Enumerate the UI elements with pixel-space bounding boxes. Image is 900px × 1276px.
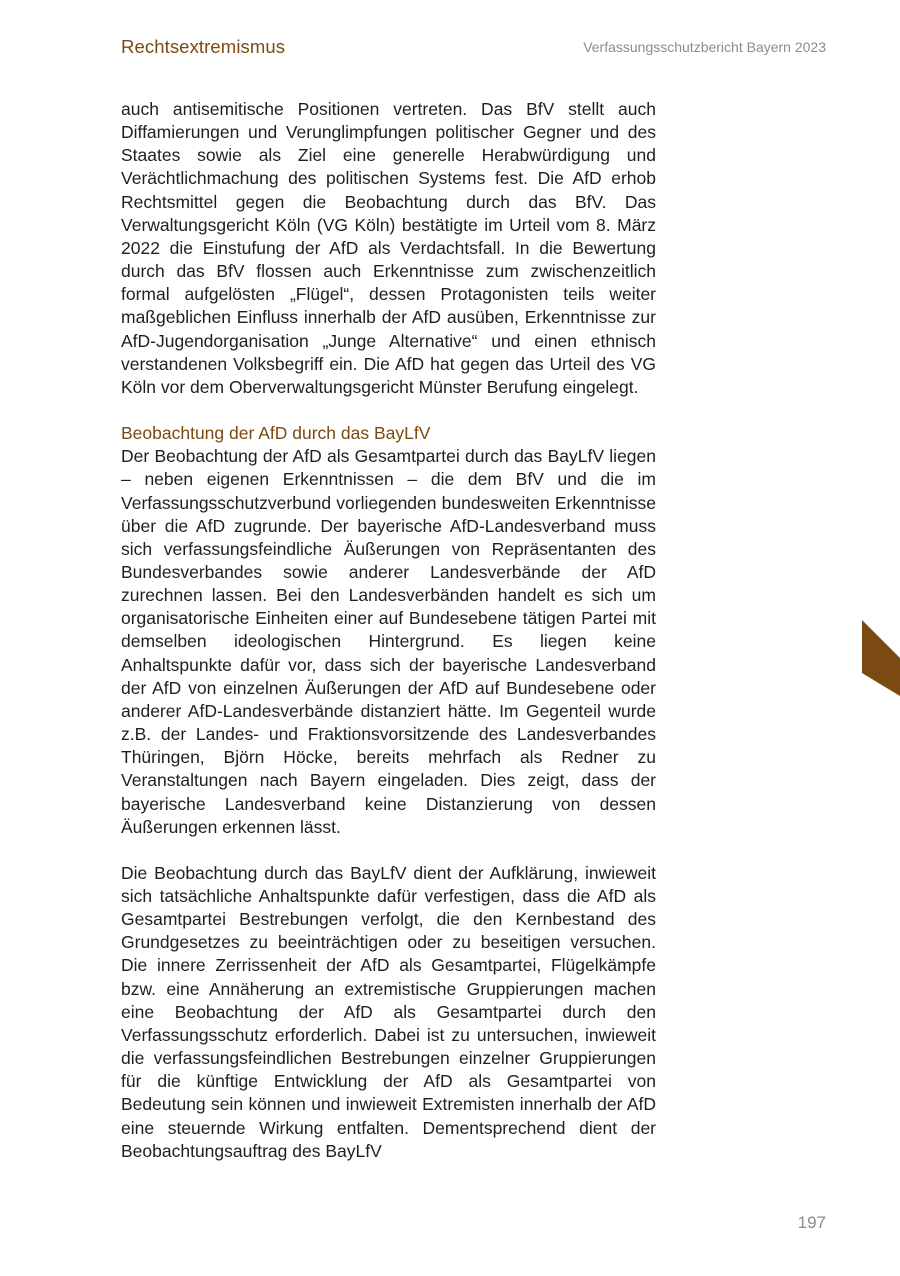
paragraph-spacer xyxy=(121,839,656,862)
paragraph-spacer xyxy=(121,399,656,422)
main-text xyxy=(121,98,656,1163)
page-number: 197 xyxy=(797,1213,826,1232)
body-paragraph-3: Die Beobachtung durch das BayLfV dient der Aufklärung, inwieweit sich tatsächliche Anhaltspunkte dafür verfestigen, dass die AfD als Gesamtpartei Bestrebungen verfolgt, die den Kernbestand des Grundgesetzes zu beeinträchtigen oder zu beseitigen versuchen. Die innere Zerrissenheit der AfD als Gesamtpartei, Flügelkämpfe bzw. eine Annäherung an extremistische Gruppierungen machen eine Beobachtung der AfD als Gesamtpartei durch den Verfassungsschutz erforderlich. Dabei ist zu untersuchen, inwieweit die verfassungsfeindlichen Bestrebungen einzelner Gruppierungen für die künftige Entwicklung der AfD als Gesamtpartei von Bedeutung sein können und inwieweit Extremisten innerhalb der AfD eine steuernde Wirkung entfalten. Dementsprechend dient der Beobachtungsauftrag des BayLfV xyxy=(121,862,656,1161)
running-header-section: Rechtsextremismus xyxy=(121,36,286,57)
chapter-tab-shape xyxy=(862,620,900,696)
body-paragraph-1: auch antisemitische Positionen vertreten. Das BfV stellt auch Diffamierungen und Verunglimpfungen politischer Gegner und des Staates sowie als Ziel eine generelle Herabwürdigung und Verächtlichmachung des politischen Systems fest. Die AfD erhob Rechtsmittel gegen die Beobachtung durch das BfV. Das Verwaltungsgericht Köln (VG Köln) bestätigte im Urteil vom 8. März 2022 die Einstufung der AfD als Verdachtsfall. In die Bewertung durch das BfV flossen auch Erkenntnisse zum zwischenzeitlich formal aufgelösten „Flügel“, dessen Protagonisten teils weiter maßgeblichen Einfluss innerhalb der AfD ausüben, Erkenntnisse zur AfD-Jugendorganisation „Junge Alternative“ und einen ethnisch verstandenen Volksbegriff ein. Die AfD hat gegen das Urteil des VG Köln vor dem Oberverwaltungsgericht Münster Berufung eingelegt. xyxy=(121,99,656,397)
body-paragraph-2: Der Beobachtung der AfD als Gesamtpartei durch das BayLfV liegen – neben eigenen Erkenntnissen – die dem BfV und die im Verfassungsschutzverbund vorliegenden bundesweiten Erkenntnisse über die AfD zugrunde. Der bayerische AfD-Landesverband muss sich verfassungsfeindliche Äußerungen von Repräsentanten des Bundesverbandes sowie anderer Landesverbände der AfD zurechnen lassen. Bei den Landesverbänden handelt es sich um organisatorische Einheiten einer auf Bundesebene tätigen Partei mit demselben ideologischen Hintergrund. Es liegen keine Anhaltspunkte dafür vor, dass sich der bayerische Landesverband der AfD von einzelnen Äußerungen der AfD auf Bundesebene oder anderer AfD-Landesverbände distanziert hätte. Im Gegenteil wurde z.B. der Landes- und Fraktionsvorsitzende des Landesverbandes Thüringen, Björn Höcke, bereits mehrfach als Redner zu Veranstaltungen nach Bayern eingeladen. Dies zeigt, dass der bayerische Landesverband keine Distanzierung von dessen Äußerungen erkennen lässt. xyxy=(121,446,656,837)
running-header-report-title: Verfassungsschutzbericht Bayern 2023 xyxy=(583,39,826,55)
section-heading: Beobachtung der AfD durch das BayLfV xyxy=(121,423,431,444)
chapter-tab-marker xyxy=(862,620,900,696)
